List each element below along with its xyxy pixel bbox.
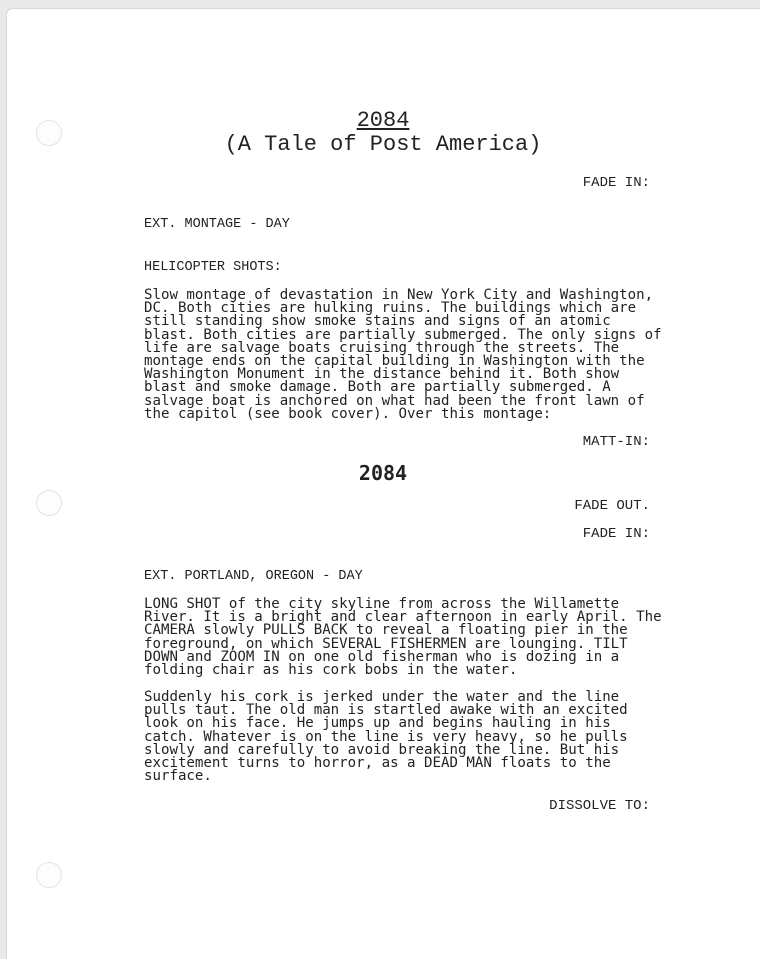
scene-heading-montage: EXT. MONTAGE - DAY <box>144 217 290 232</box>
transition-dissolve: DISSOLVE TO: <box>549 798 650 814</box>
transition-fade-in-2: FADE IN: <box>582 526 650 542</box>
action-montage: Slow montage of devastation in New York City and Washington, DC. Both cities are hulking ruins. The buildings which are still standing show smoke stains and signs of an atomic blast. Both cities are partially submerged. The only signs of life are salvage boats cruising through the streets. The montage ends on the capital building in Washington with the Washington Monument in the distance behind it. Both show blast and smoke damage. Both are partially submerged. A salvage boat is anchored on what had been the front lawn of the capitol (see book cover). Over this montage: <box>144 287 662 422</box>
binder-hole-middle <box>36 490 62 516</box>
scene-subheading-helicopter: HELICOPTER SHOTS: <box>144 260 282 275</box>
transition-matt-in: MATT-IN: <box>582 434 650 450</box>
action-long-shot: LONG SHOT of the city skyline from across the Willamette River. It is a bright and clear afternoon in early April. The CAMERA slowly PULLS BACK to reveal a floating pier in the foreground, on which SEVERAL FISHERMEN are lounging. TILT DOWN and ZOOM IN on one old fisherman who is dozing in a folding chair as his cork bobs in the water. <box>144 596 662 679</box>
transition-fade-in: FADE IN: <box>582 175 650 191</box>
binder-hole-bottom <box>36 862 62 888</box>
script-page <box>6 8 760 959</box>
transition-fade-out: FADE OUT. <box>574 498 650 514</box>
script-title: 2084 <box>356 108 410 133</box>
scene-heading-portland: EXT. PORTLAND, OREGON - DAY <box>144 569 363 584</box>
title-card: 2084 <box>358 461 408 485</box>
script-subtitle: (A Tale of Post America) <box>224 132 542 157</box>
action-dead-man: Suddenly his cork is jerked under the water and the line pulls taut. The old man is startled awake with an excited look on his face. He jumps up and begins hauling in his catch. Whatever is on the line is very heavy, so he pulls slowly and carefully to avoid breaking the line. But his excitement turns to horror, as a DEAD MAN floats to the surface. <box>144 689 628 785</box>
